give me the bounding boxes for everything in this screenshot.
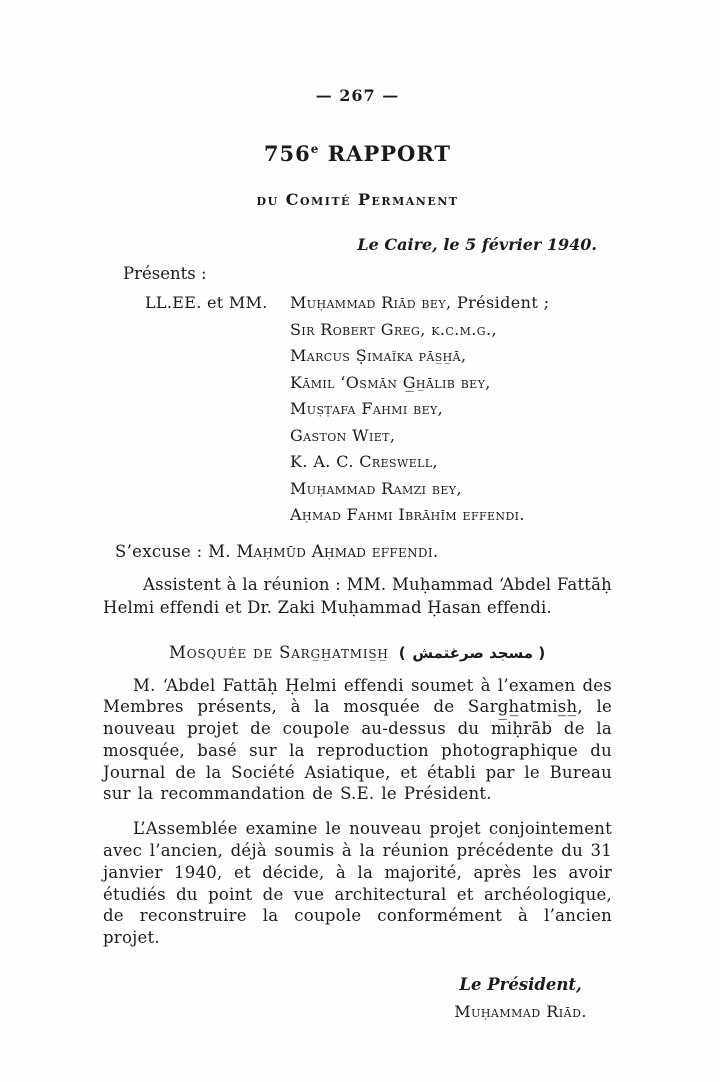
attendee-list-prefix: LL.EE. et MM. [145, 293, 268, 312]
attendee-row [290, 370, 612, 397]
signature-block [454, 971, 587, 1025]
dateline: Le Caire, le 5 février 1940. [357, 235, 597, 254]
attendee-name: Muṣṭafa Fahmi bey, [290, 399, 444, 418]
body-paragraph-2: L’Assemblée examine le nouveau projet conjointement avec l’ancien, déjà soumis à la réunion précédente du 31 janvier 1940, et décide, à la majorité, après les avoir étudiés du point de vue architectural et archéologique, de reconstruire la coupole conformément à l’ancien projet. [103, 819, 612, 948]
attendee-list [103, 290, 612, 529]
signature-name: Muḥammad Riād. [454, 1002, 587, 1022]
attendee-name: Muḥammad Riād bey, [290, 293, 452, 312]
attendee-name: Kāmil ‘Osmān G̲h̲ālib bey, [290, 372, 491, 392]
attendee-name: Muḥammad Ramzi bey, [290, 478, 462, 498]
attendee-name: Aḥmad Fahmi Ibrāhīm effendi. [290, 505, 525, 524]
excused-line [103, 542, 612, 561]
report-subtitle: du Comité Permanent [256, 190, 459, 209]
attendee-row [290, 449, 612, 476]
attendee-title: Président ; [451, 293, 550, 312]
attendee-name: Marcus Ṣimaïka pās̲h̲ā, [290, 346, 467, 365]
page-number: — 267 — [315, 86, 400, 105]
attendee-row [290, 290, 612, 317]
body-paragraph-1: M. ‘Abdel Fattāḥ Ḥelmi effendi soumet à l’examen des Membres présents, à la mosquée de Sarg̲h̲atmis̲h̲, le nouveau projet de coupole au-dessus du miḥrāb de la mosquée, basé sur la reproduction photographique du Journal de la Société Asiatique, et établi par le Bureau sur la recommandation de S.E. le Président. [103, 675, 612, 804]
attending-paragraph: Assistent à la réunion : MM. Muḥammad ‘Abdel Fattāḥ Helmi effendi et Dr. Zaki Muḥammad Ḥasan effendi. [103, 574, 612, 617]
excused-label: S’excuse : M. [115, 541, 231, 561]
page-content [103, 0, 612, 1025]
report-number-ordinal: e [310, 142, 320, 156]
section-heading-text: Mosquée de Sarg̲h̲atmis̲h̲ [169, 642, 389, 662]
attendee-name: Gaston Wiet, [290, 425, 396, 445]
report-title-word: RAPPORT [327, 141, 452, 166]
attendee-name: K. A. C. Creswell, [290, 452, 439, 471]
excused-name: Maḥmūd Aḥmad effendi. [230, 541, 439, 561]
attendee-row [290, 317, 612, 344]
attendee-row [290, 343, 612, 370]
attendee-row [290, 423, 612, 450]
attendee-row [290, 396, 612, 423]
section-heading [103, 643, 612, 662]
report-number: 756 [263, 141, 311, 166]
section-heading-arabic: ( مسجد صرغتمش ) [398, 643, 546, 662]
attendee-row [290, 476, 612, 503]
report-title [103, 141, 612, 166]
attendee-name: Sir Robert Greg, k.c.m.g., [290, 319, 497, 339]
attendee-row [290, 502, 612, 529]
presents-label: Présents : [123, 264, 207, 283]
signature-role: Le Président, [459, 975, 582, 995]
